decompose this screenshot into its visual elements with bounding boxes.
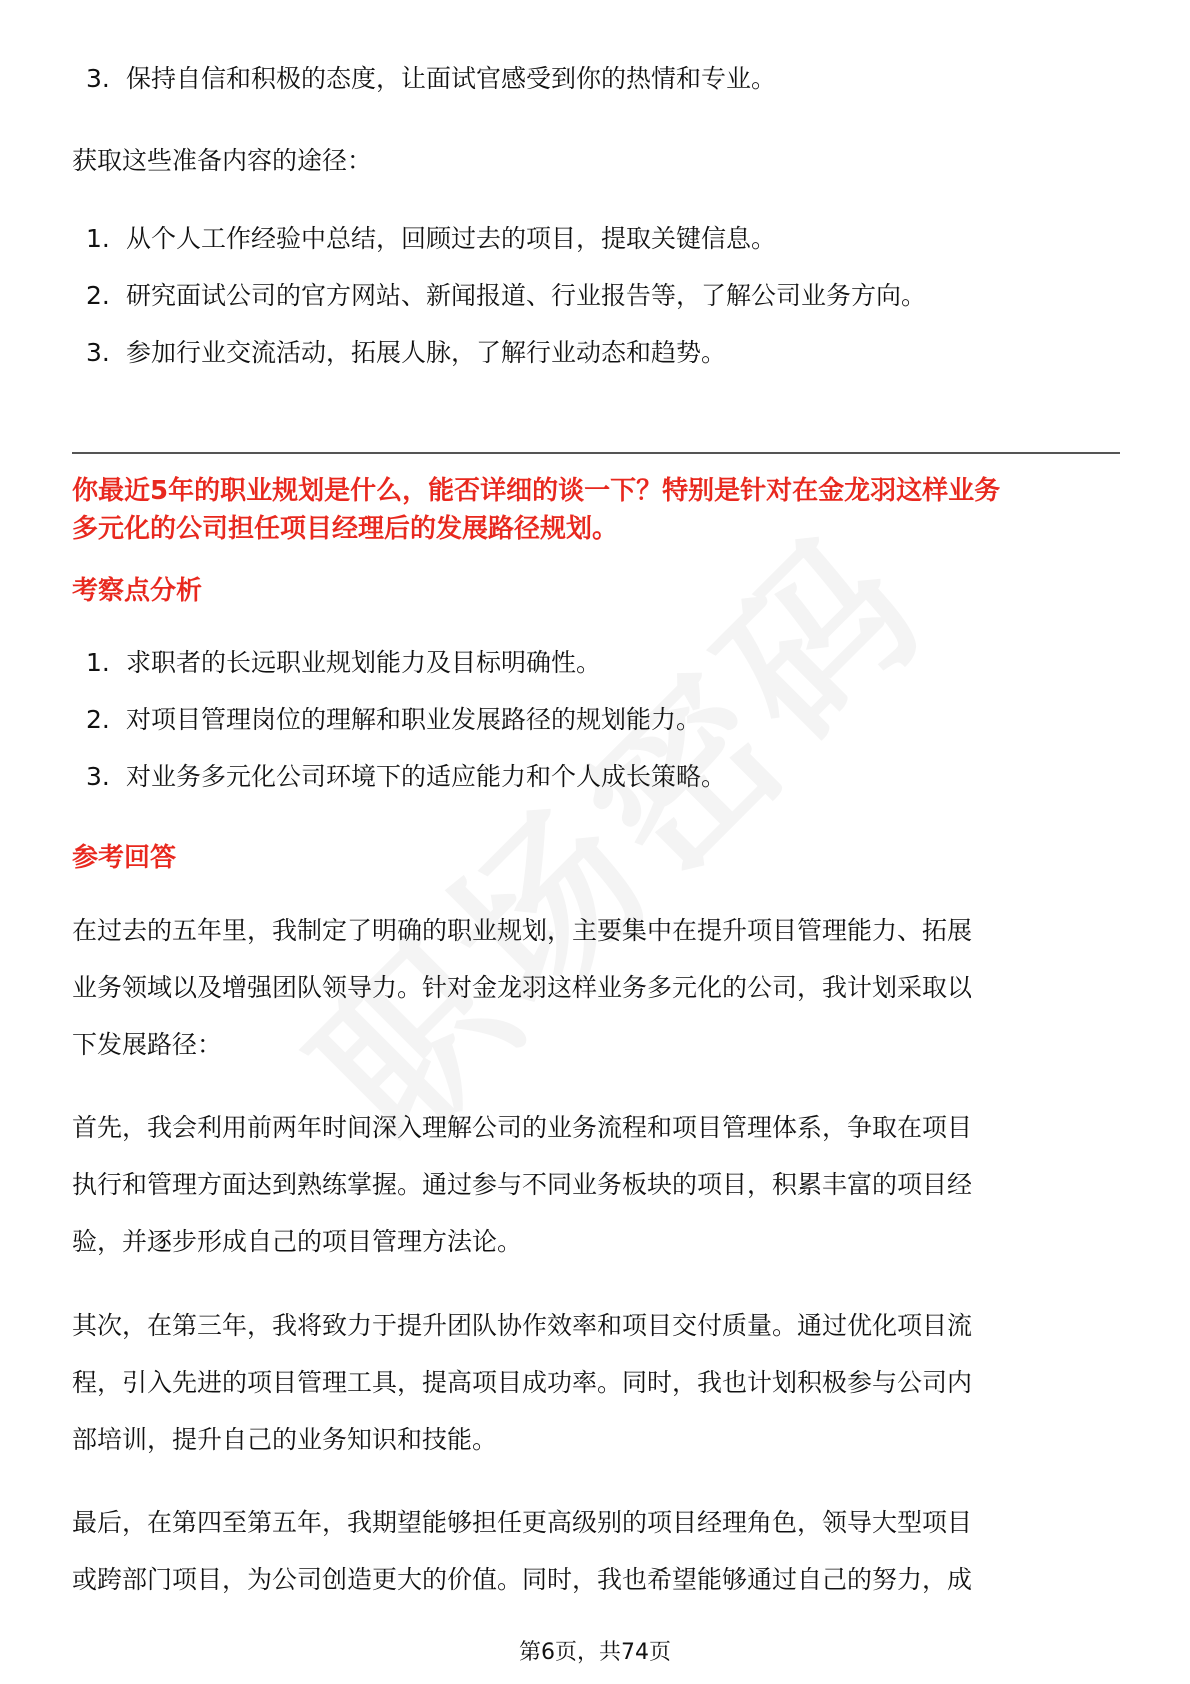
paragraph-line: 在过去的五年里，我制定了明确的职业规划，主要集中在提升项目管理能力、拓展 [72, 916, 973, 945]
list-item [86, 222, 776, 256]
paragraph-line: 首先，我会利用前两年时间深入理解公司的业务流程和项目管理体系，争取在项目 [72, 1113, 973, 1142]
paragraph-line: 验，并逐步形成自己的项目管理方法论。 [72, 1227, 523, 1256]
prep-heading: 获取这些准备内容的途径： [72, 146, 373, 175]
answer-paragraph [72, 1099, 1122, 1270]
list-text: 保持自信和积极的态度，让面试官感受到你的热情和专业。 [126, 64, 777, 93]
list-item [86, 703, 701, 737]
paragraph-line: 最后，在第四至第五年，我期望能够担任更高级别的项目经理角色，领导大型项目 [72, 1508, 973, 1537]
list-number: 1. [86, 648, 110, 677]
paragraph-line: 业务领域以及增强团队领导力。针对金龙羽这样业务多元化的公司，我计划采取以 [72, 973, 973, 1002]
section-divider [72, 452, 1120, 454]
answer-paragraph [72, 1297, 1122, 1468]
question-line: 你最近5年的职业规划是什么，能否详细的谈一下？特别是针对在金龙羽这样业务 [72, 476, 1001, 506]
paragraph-line: 其次，在第三年，我将致力于提升团队协作效率和项目交付质量。通过优化项目流 [72, 1311, 973, 1340]
interview-question [72, 472, 1132, 548]
list-text: 参加行业交流活动，拓展人脉，了解行业动态和趋势。 [126, 338, 727, 367]
list-text: 求职者的长远职业规划能力及目标明确性。 [126, 648, 602, 677]
watermark [250, 469, 970, 1189]
list-text: 对业务多元化公司环境下的适应能力和个人成长策略。 [126, 762, 727, 791]
answer-paragraph [72, 1494, 1122, 1608]
page-footer: 第6页，共74页 [519, 1640, 671, 1665]
list-text: 从个人工作经验中总结，回顾过去的项目，提取关键信息。 [126, 224, 777, 253]
list-number: 2. [86, 281, 110, 310]
list-number: 3. [86, 64, 110, 93]
list-item [86, 760, 726, 794]
paragraph-line: 执行和管理方面达到熟练掌握。通过参与不同业务板块的项目，积累丰富的项目经 [72, 1170, 973, 1199]
analysis-heading: 考察点分析 [72, 576, 203, 606]
list-number: 2. [86, 705, 110, 734]
paragraph-line: 或跨部门项目，为公司创造更大的价值。同时，我也希望能够通过自己的努力，成 [72, 1565, 973, 1594]
answer-paragraph [72, 902, 1122, 1073]
list-item [86, 646, 601, 680]
list-item [86, 336, 726, 370]
list-number: 1. [86, 224, 110, 253]
list-text: 对项目管理岗位的理解和职业发展路径的规划能力。 [126, 705, 702, 734]
answer-heading: 参考回答 [72, 843, 177, 873]
paragraph-line: 部培训，提升自己的业务知识和技能。 [72, 1425, 498, 1454]
question-line: 多元化的公司担任项目经理后的发展路径规划。 [72, 514, 619, 544]
paragraph-line: 下发展路径： [72, 1030, 223, 1059]
list-item [86, 279, 926, 313]
list-number: 3. [86, 762, 110, 791]
list-number: 3. [86, 338, 110, 367]
paragraph-line: 程，引入先进的项目管理工具，提高项目成功率。同时，我也计划积极参与公司内 [72, 1368, 973, 1397]
list-text: 研究面试公司的官方网站、新闻报道、行业报告等，了解公司业务方向。 [126, 281, 927, 310]
list-item [86, 62, 776, 96]
